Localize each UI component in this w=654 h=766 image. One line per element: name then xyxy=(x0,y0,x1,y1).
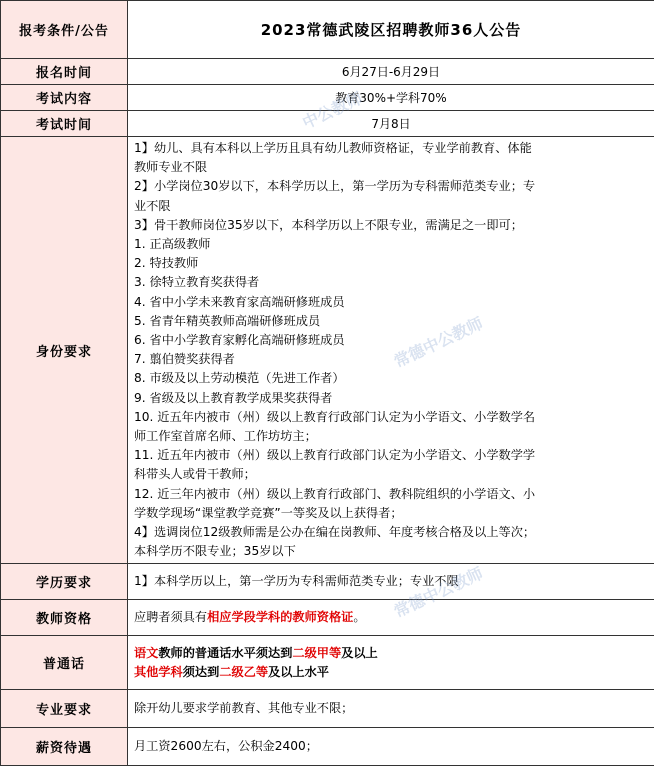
identity-line: 2】小学岗位30岁以下，本科学历以上，第一学历为专科需师范类专业；专 xyxy=(134,177,648,196)
mandarin-value xyxy=(128,636,654,690)
watermark: 中公教师 xyxy=(298,86,366,134)
major-value: 除开幼儿要求学前教育、其他专业不限； xyxy=(128,690,654,728)
education-value: 1】本科学历以上，第一学历为专科需师范类专业；专业不限 xyxy=(128,564,654,600)
qualification-row xyxy=(1,600,654,636)
exam-content-label: 考试内容 xyxy=(1,85,128,111)
identity-line: 4】选调岗位12级教师需是公办在编在岗教师、年度考核合格及以上等次； xyxy=(134,523,648,542)
identity-line: 4. 省中小学未来教育家高端研修班成员 xyxy=(134,293,648,312)
identity-line: 9. 省级及以上教育教学成果奖获得者 xyxy=(134,389,648,408)
identity-line: 1. 正高级教师 xyxy=(134,235,648,254)
exam-content-value: 教育30%+学科70% xyxy=(128,85,654,111)
identity-line: 6. 省中小学教育家孵化高端研修班成员 xyxy=(134,331,648,350)
qualification-emphasis: 相应学段学科的教师资格证 xyxy=(207,610,353,624)
mandarin-text: 须达到 xyxy=(183,665,220,679)
exam-time-value: 7月8日 xyxy=(128,111,654,137)
mandarin-subject-other: 其他学科 xyxy=(134,665,183,679)
exam-time-label: 考试时间 xyxy=(1,111,128,137)
identity-label: 身份要求 xyxy=(1,137,128,564)
identity-line: 3. 徐特立教育奖获得者 xyxy=(134,273,648,292)
salary-label: 薪资待遇 xyxy=(1,728,128,766)
qualification-value xyxy=(128,600,654,636)
qualification-suffix: 。 xyxy=(353,610,365,624)
identity-line: 3】骨干教师岗位35岁以下，本科学历以上不限专业，需满足之一即可； xyxy=(134,216,648,235)
header-label: 报考条件/公告 xyxy=(1,1,128,59)
mandarin-level-2b: 二级乙等 xyxy=(219,665,268,679)
mandarin-text: 及以上 xyxy=(341,646,378,660)
major-row xyxy=(1,690,654,728)
identity-line: 7. 翦伯赞奖获得者 xyxy=(134,350,648,369)
education-row xyxy=(1,564,654,600)
identity-line: 学数学现场“课堂教学竞赛”一等奖及以上获得者； xyxy=(134,504,648,523)
watermark: 常德中公教师 xyxy=(390,311,487,372)
mandarin-line-1 xyxy=(134,644,648,663)
identity-line: 8. 市级及以上劳动模范（先进工作者） xyxy=(134,369,648,388)
identity-line: 业不限 xyxy=(134,197,648,216)
mandarin-label: 普通话 xyxy=(1,636,128,690)
identity-line: 师工作室首席名师、工作坊坊主； xyxy=(134,427,648,446)
registration-label: 报名时间 xyxy=(1,59,128,85)
mandarin-level-2a: 二级甲等 xyxy=(292,646,341,660)
identity-line: 1】幼儿、具有本科以上学历且具有幼儿教师资格证，专业学前教育、体能 xyxy=(134,139,648,158)
qualification-label: 教师资格 xyxy=(1,600,128,636)
identity-line: 2. 特技教师 xyxy=(134,254,648,273)
mandarin-row xyxy=(1,636,654,690)
identity-row xyxy=(1,137,654,564)
qualification-prefix: 应聘者须具有 xyxy=(134,610,207,624)
identity-line: 科带头人或骨干教师； xyxy=(134,465,648,484)
mandarin-text: 及以上水平 xyxy=(268,665,329,679)
identity-line: 5. 省青年精英教师高端研修班成员 xyxy=(134,312,648,331)
mandarin-text: 教师的普通话水平须达到 xyxy=(158,646,292,660)
identity-line: 本科学历不限专业；35岁以下 xyxy=(134,542,648,561)
salary-value: 月工资2600左右，公积金2400； xyxy=(128,728,654,766)
watermark: 常德中公教师 xyxy=(390,561,487,622)
mandarin-line-2 xyxy=(134,663,648,682)
identity-line: 10. 近五年内被市（州）级以上教育行政部门认定为小学语文、小学数学名 xyxy=(134,408,648,427)
identity-line: 教师专业不限 xyxy=(134,158,648,177)
education-label: 学历要求 xyxy=(1,564,128,600)
mandarin-subject-chinese: 语文 xyxy=(134,646,158,660)
page-title: 2023常德武陵区招聘教师36人公告 xyxy=(128,1,654,59)
exam-content-row xyxy=(1,85,654,111)
salary-row xyxy=(1,728,654,766)
identity-value xyxy=(128,137,654,564)
exam-time-row xyxy=(1,111,654,137)
header-row xyxy=(1,1,654,59)
major-label: 专业要求 xyxy=(1,690,128,728)
identity-line: 11. 近五年内被市（州）级以上教育行政部门认定为小学语文、小学数学学 xyxy=(134,446,648,465)
registration-row xyxy=(1,59,654,85)
identity-line: 12. 近三年内被市（州）级以上教育行政部门、教科院组织的小学语文、小 xyxy=(134,485,648,504)
registration-value: 6月27日-6月29日 xyxy=(128,59,654,85)
